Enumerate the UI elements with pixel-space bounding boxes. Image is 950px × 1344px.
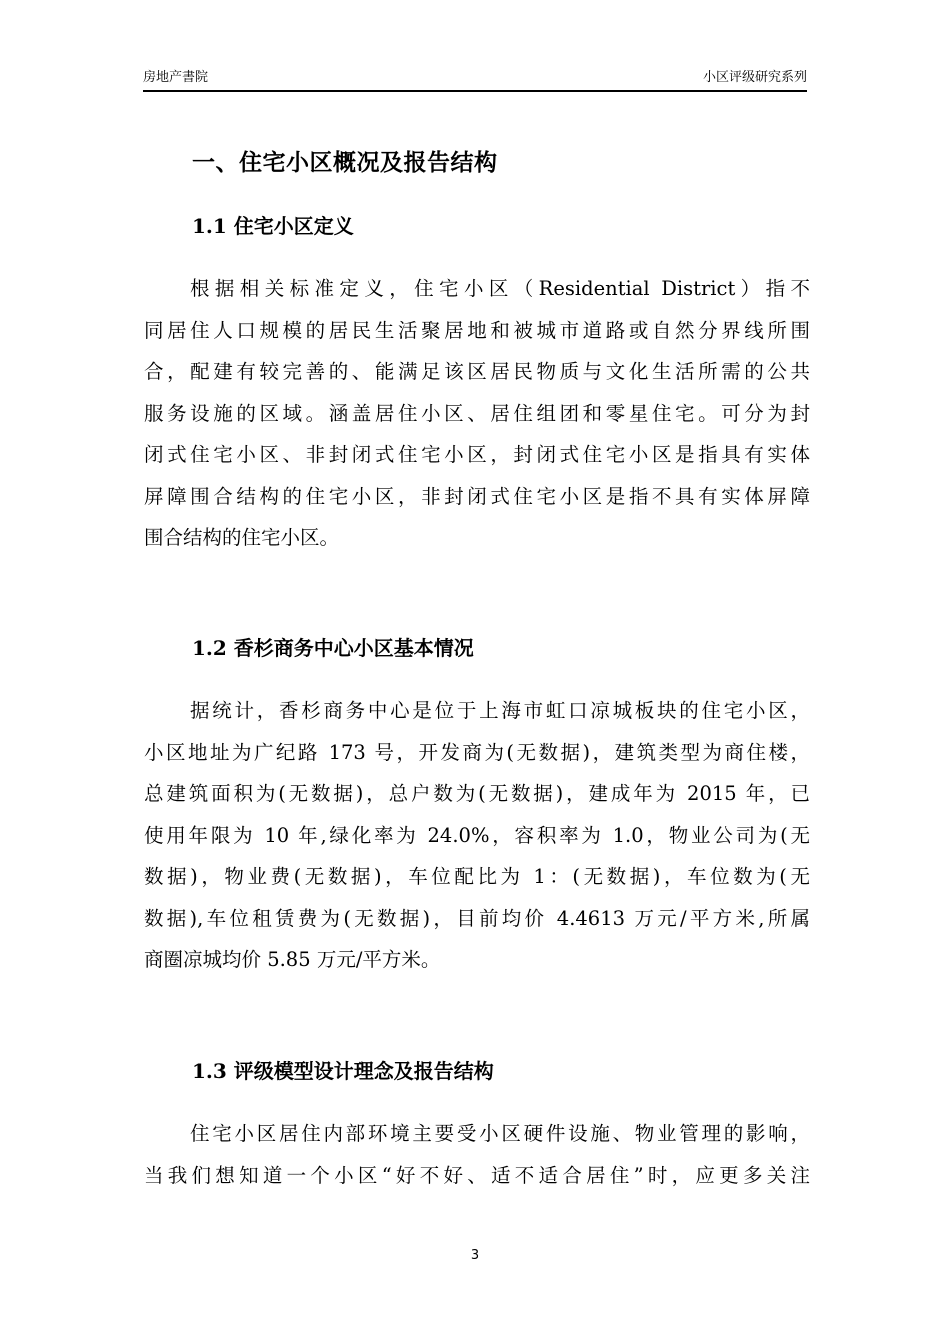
paragraph-line: 使用年限为 10 年,绿化率为 24.0%，容积率为 1.0，物业公司为(无 (144, 823, 810, 847)
paragraph-line: 服务设施的区域。涵盖居住小区、居住组团和零星住宅。可分为封 (144, 401, 810, 425)
paragraph-line: 根据相关标准定义，住宅小区（Residential District）指不 (190, 277, 810, 300)
header-publisher: 房地产書院 (143, 70, 209, 85)
paragraph-line: 住宅小区居住内部环境主要受小区硬件设施、物业管理的影响， (190, 1122, 810, 1145)
paragraph-line: 数据)，物业费(无数据)，车位配比为 1：(无数据)，车位数为(无 (144, 865, 810, 888)
paragraph-line: 总建筑面积为(无数据)，总户数为(无数据)，建成年为 2015 年，已 (144, 782, 810, 805)
section-1-3-paragraph (144, 1113, 810, 1196)
section-title-1-3: 1.3 评级模型设计理念及报告结构 (192, 1059, 494, 1083)
section-title-1-2: 1.2 香杉商务中心小区基本情况 (192, 636, 474, 660)
paragraph-line: 小区地址为广纪路 173 号，开发商为(无数据)，建筑类型为商住楼， (144, 740, 810, 764)
page-number: 3 (470, 1248, 480, 1263)
paragraph-line: 闭式住宅小区、非封闭式住宅小区，封闭式住宅小区是指具有实体 (144, 443, 810, 466)
paragraph-line: 数据),车位租赁费为(无数据)，目前均价 4.4613 万元/平方米,所属 (144, 906, 810, 930)
paragraph-line: 同居住人口规模的居民生活聚居地和被城市道路或自然分界线所围 (144, 318, 810, 342)
section-1-1-paragraph (144, 268, 810, 559)
paragraph-line: 屏障围合结构的住宅小区，非封闭式住宅小区是指不具有实体屏障 (144, 484, 810, 508)
page-header (143, 68, 807, 92)
paragraph-line: 合，配建有较完善的、能满足该区居民物质与文化生活所需的公共 (144, 360, 810, 383)
section-1-2-paragraph (144, 690, 810, 981)
chapter-title: 一、住宅小区概况及报告结构 (192, 150, 498, 176)
section-title-1-1: 1.1 住宅小区定义 (192, 214, 354, 238)
paragraph-line: 商圈凉城均价 5.85 万元/平方米。 (144, 948, 441, 971)
header-series: 小区评级研究系列 (702, 70, 807, 85)
paragraph-line: 据统计，香杉商务中心是位于上海市虹口凉城板块的住宅小区， (190, 699, 810, 722)
paragraph-line: 当我们想知道一个小区“好不好、适不适合居住”时，应更多关注 (144, 1163, 810, 1187)
paragraph-line: 围合结构的住宅小区。 (144, 526, 340, 549)
